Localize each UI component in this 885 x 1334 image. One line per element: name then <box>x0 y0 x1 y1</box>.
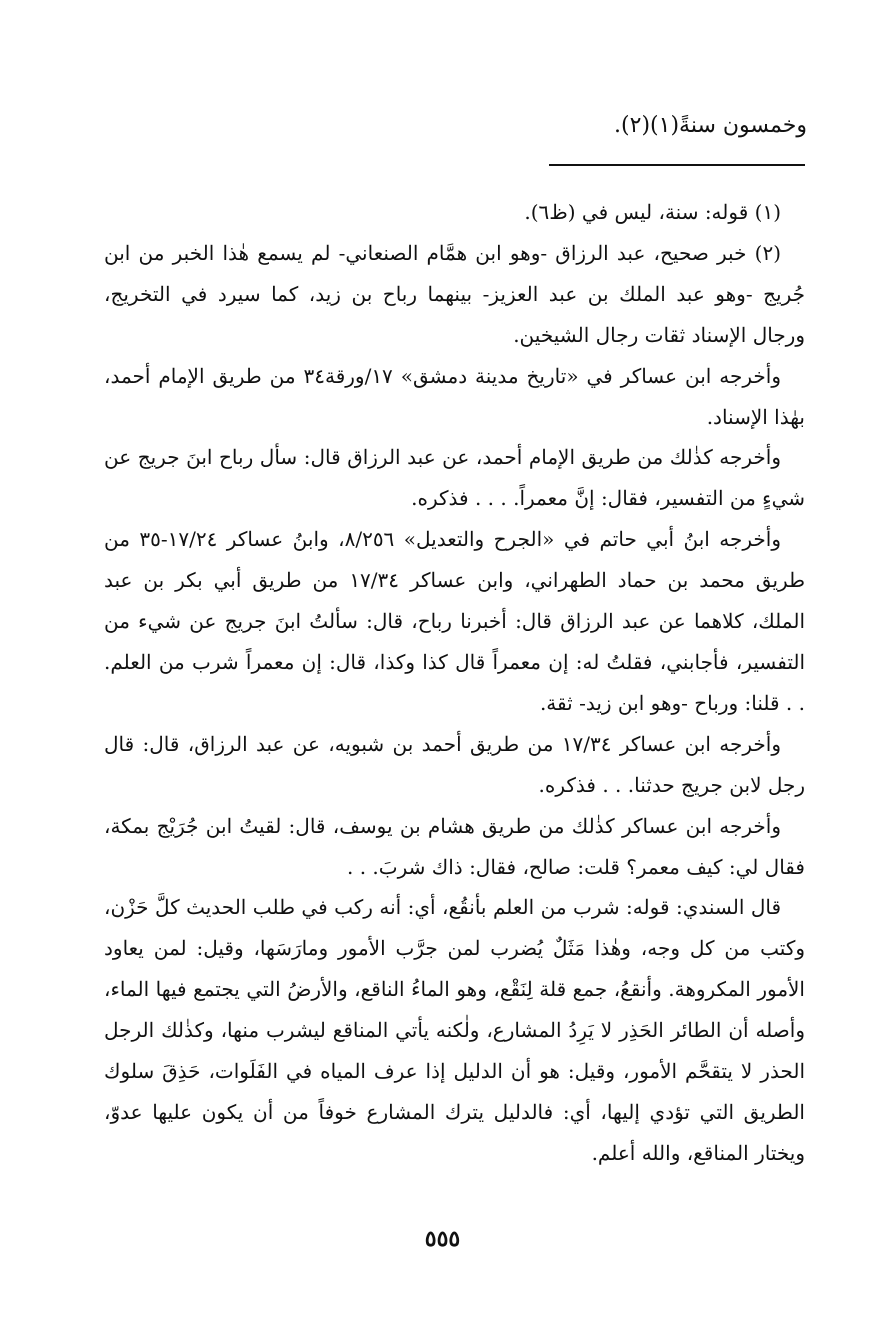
footnote-paragraph: وأخرجه ابن عساكر كذٰلك من طريق هشام بن يوسف، قال: لقيتُ ابن جُرَيْج بمكة، فقال لي: كيف معمر؟ قلت: صالح، فقال: ذاك شربَ. . . <box>104 813 805 879</box>
footnote-separator <box>549 164 805 166</box>
footnotes-section <box>104 192 805 1174</box>
page-number: ٥٥٥ <box>424 1226 461 1252</box>
footnote-paragraph: وأخرجه ابن عساكر ١٧/٣٤ من طريق أحمد بن شبويه، عن عبد الرزاق، قال: قال رجل لابن جريج حدثنا. . . فذكره. <box>104 731 805 797</box>
footnote-paragraph: وأخرجه ابن عساكر في «تاريخ مدينة دمشق» ١٧/ورقة٣٤ من طريق الإمام أحمد، بهٰذا الإسناد. <box>104 363 805 429</box>
main-text: وخمسون سنةً(١)(٢). <box>614 113 807 138</box>
footnote-paragraph: وأخرجه كذٰلك من طريق الإمام أحمد، عن عبد الرزاق قال: سأل رباح ابنَ جريج عن شيءٍ من التفسير، فقال: إنَّ معمراً. . . . فذكره. <box>104 445 805 511</box>
footnote-2: (٢) خبر صحيح، عبد الرزاق -وهو ابن همَّام الصنعاني- لم يسمع هٰذا الخبر من ابن جُريج -وهو عبد الملك بن عبد العزيز- بينهما رباح بن زيد، كما سيرد في التخريج، ورجال الإسناد ثقات رجال الشيخين. <box>104 240 805 347</box>
footnote-paragraph: وأخرجه ابنُ أبي حاتم في «الجرح والتعديل» ٨/٢٥٦، وابنُ عساكر ١٧/٢٤-٣٥ من طريق محمد بن حماد الطهراني، وابن عساكر ١٧/٣٤ من طريق أبي بكر بن عبد الملك، كلاهما عن عبد الرزاق قال: أخبرنا رباح، قال: سألتُ ابنَ جريج عن شيء من التفسير، فأجابني، فقلتُ له: إن معمراً قال كذا وكذا، قال: إن معمراً شرب من العلم. . . قلنا: ورباح -وهو ابن زيد- ثقة. <box>104 527 806 715</box>
footnote-1: (١) قوله: سنة، ليس في (ظ٦). <box>524 200 781 224</box>
footnote-paragraph: قال السندي: قوله: شرب من العلم بأنقُع، أي: أنه ركب في طلب الحديث كلَّ حَزْن، وكتب من كل وجه، وهٰذا مَثَلٌ يُضرب لمن جرَّب الأمور ومارَسَها، وقيل: لمن يعاود الأمور المكروهة. وأنقعُ، جمع قلة لِنَقْع، وهو الماءُ الناقع، والأرضُ التي يجتمع فيها الماء، وأصله أن الطائر الحَذِر لا يَرِدُ المشارع، ولٰكنه يأتي المناقع ليشرب منها، وكذٰلك الرجل الحذر لا يتقحَّم الأمور، وقيل: هو أن الدليل إذا عرف المياه في الفَلَوات، حَذِقَ سلوك الطريق التي تؤدي إليها، أي: فالدليل يترك المشارع خوفاً من أن يكون عليها عدوّ، ويختار المناقع، والله أعلم. <box>104 895 806 1165</box>
